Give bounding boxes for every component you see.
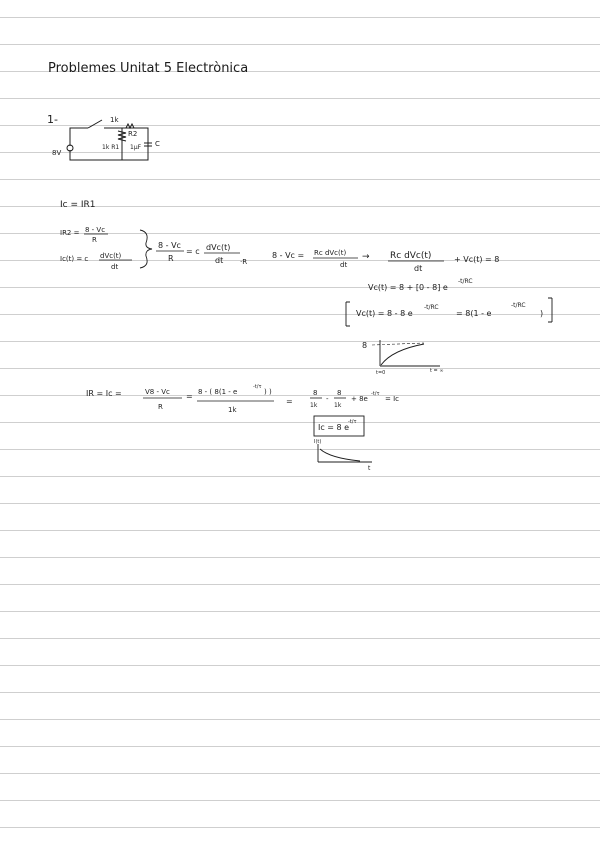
current-eq-2: = xyxy=(286,397,293,406)
eq-left-num: 8 - Vc xyxy=(158,241,181,250)
graph1-y-tick: 8 xyxy=(362,341,368,350)
ir2-frac-den: R xyxy=(92,236,97,244)
bracket-right-icon xyxy=(548,298,552,322)
solution-line-1: Vc(t) = 8 + [0 - 8] e xyxy=(368,283,448,292)
eq-mult: ·R xyxy=(240,258,248,266)
resistor-r1-label: 1k R1 xyxy=(102,144,120,151)
graph1-x-label: t = ∞ xyxy=(430,368,444,374)
bracket-left-icon xyxy=(346,302,350,326)
solution-line-2-eq: = 8(1 - e xyxy=(456,309,492,318)
source-label: 8V xyxy=(52,149,62,157)
current-tail-exp: -t/τ xyxy=(371,391,380,397)
graph2-x-label: t xyxy=(368,465,371,472)
ic-frac-num: dVc(t) xyxy=(100,252,122,260)
current-equality: Ic = IR1 xyxy=(60,200,96,210)
switch xyxy=(88,120,102,128)
solution-line-1-exp: -t/RC xyxy=(458,278,473,285)
current-graph xyxy=(314,439,372,472)
eq2-frac-num: Rc dVc(t) xyxy=(314,249,347,257)
graph1-curve xyxy=(381,344,424,365)
current-frac2-den: 1k xyxy=(228,406,237,414)
current-frac4-den: 1k xyxy=(334,402,342,409)
solution-line-2: Vc(t) = 8 - 8 e xyxy=(356,309,413,318)
current-frac3-num: 8 xyxy=(313,389,318,397)
eq3-frac-den: dt xyxy=(414,264,423,273)
graph1-origin: t=0 xyxy=(376,370,386,376)
current-frac2-close: ) ) xyxy=(264,388,272,396)
solution-line-2-exp: -t/RC xyxy=(424,304,439,311)
resistor-r1-icon xyxy=(118,131,126,141)
current-frac2-num: 8 - ( 8(1 - e xyxy=(198,388,238,396)
circuit-wire-left xyxy=(70,128,88,146)
ir2-label: IR2 = xyxy=(60,229,80,237)
ic-frac-den: dt xyxy=(111,263,119,271)
capacitor-label: C xyxy=(155,140,160,148)
boxed-result-text: Ic = 8 e xyxy=(318,423,350,432)
solution-line-2-exp2: -t/RC xyxy=(511,302,526,309)
current-eq-1: = xyxy=(186,392,193,401)
current-tail: + 8e xyxy=(351,395,368,403)
circuit-diagram xyxy=(67,120,152,160)
current-tail-end: = Ic xyxy=(385,395,400,403)
capacitor-value-label: 1μF xyxy=(130,144,142,151)
ir2-frac-num: 8 - Vc xyxy=(85,226,106,234)
eq2-left: 8 - Vc = xyxy=(272,251,305,260)
eq-right-num: dVc(t) xyxy=(206,243,231,252)
current-minus: - xyxy=(326,395,329,403)
eq3-rest: + Vc(t) = 8 xyxy=(454,255,500,264)
solution-line-2-close: ) xyxy=(540,309,544,318)
current-frac1-den: R xyxy=(158,403,163,411)
page-title: Problemes Unitat 5 Electrònica xyxy=(48,61,249,76)
current-frac2-exp: -t/τ xyxy=(253,384,262,390)
eq2-frac-den: dt xyxy=(340,261,348,269)
current-frac1-num: V8 - Vc xyxy=(145,388,170,396)
boxed-result-exp: -t/τ xyxy=(348,419,357,425)
graph2-curve xyxy=(320,449,360,461)
current-frac3-den: 1k xyxy=(310,402,318,409)
resistor-top-label: 1k xyxy=(110,116,119,124)
arrow-icon: → xyxy=(362,252,370,262)
current-frac4-num: 8 xyxy=(337,389,342,397)
graph2-y-label: I(t) xyxy=(314,439,322,445)
brace-icon xyxy=(140,230,152,268)
eq-left-den: R xyxy=(168,254,174,263)
eq3-frac-num: Rc dVc(t) xyxy=(390,251,432,261)
problem-number: 1- xyxy=(47,113,58,126)
ic-label: Ic(t) = c xyxy=(60,255,89,263)
current-lhs: IR = Ic = xyxy=(86,389,122,398)
voltage-graph xyxy=(362,340,444,376)
resistor-r2-label: R2 xyxy=(128,130,138,138)
resistor-top-icon xyxy=(126,124,134,128)
eq-right-den: dt xyxy=(215,256,224,265)
eq-right-prefix: = c xyxy=(186,247,200,256)
